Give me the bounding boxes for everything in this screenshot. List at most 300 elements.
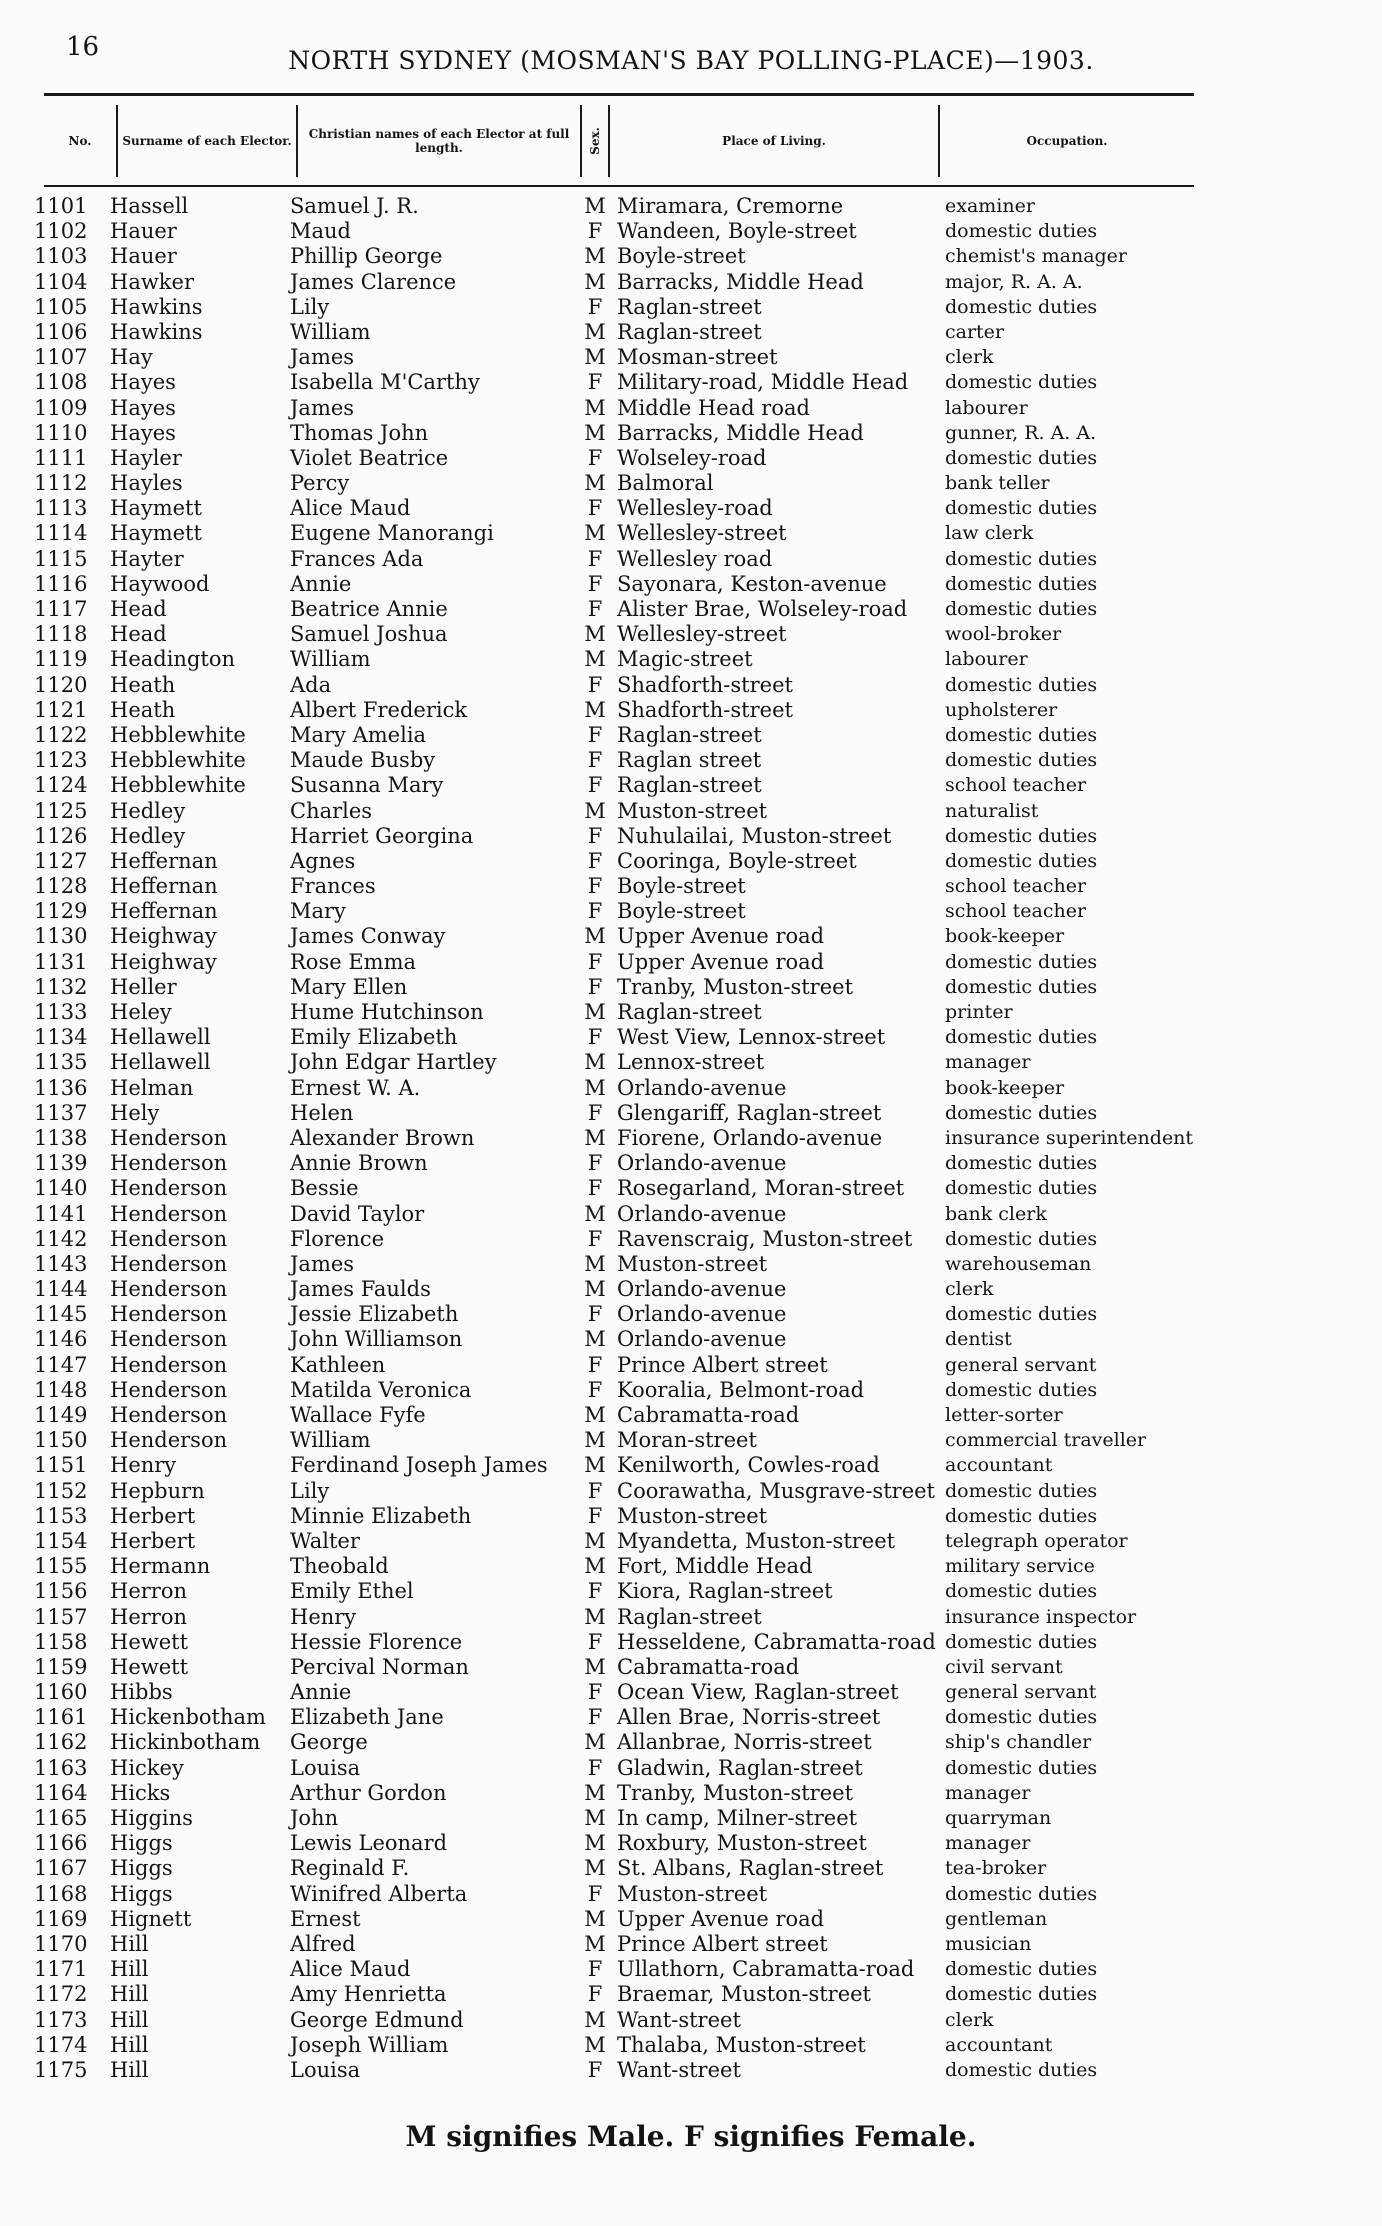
table-row [0,1554,1382,1579]
elector-sex: F [587,823,603,848]
elector-sex: M [584,1403,606,1427]
elector-surname: Hill [110,2007,149,2032]
elector-sex: F [587,949,603,974]
elector-place-of-living: Raglan-street [617,294,762,319]
table-row [0,874,1382,899]
table-row [0,1630,1382,1655]
elector-number: 1152 [34,1478,88,1503]
elector-christian-names: Beatrice Annie [290,597,448,621]
elector-christian-names: Wallace Fyfe [290,1403,426,1427]
elector-place-of-living: Shadforth-street [617,672,793,697]
header-sex-label: Sex. [588,127,603,155]
elector-number: 1172 [34,1982,88,2007]
table-row [0,295,1382,320]
elector-occupation: gentleman [945,1907,1048,1930]
elector-christian-names: Winifred Alberta [290,1881,468,1906]
elector-surname: Hedley [110,798,186,823]
elector-christian-names: Samuel Joshua [290,622,448,647]
elector-occupation: warehouseman [945,1252,1092,1275]
elector-christian-names: William [290,647,371,672]
table-row [0,723,1382,748]
elector-place-of-living: Boyle-street [617,874,746,899]
elector-surname: Henderson [110,1201,228,1226]
elector-sex: F [587,294,603,319]
elector-occupation: naturalist [945,799,1039,822]
elector-occupation: bank clerk [945,1202,1047,1225]
elector-occupation: gunner, R. A. A. [945,421,1097,444]
elector-occupation: tea-broker [945,1857,1047,1880]
elector-christian-names: John Edgar Hartley [290,1050,497,1075]
table-row [0,1403,1382,1428]
elector-sex: F [587,1503,603,1528]
elector-occupation: accountant [945,1454,1053,1477]
elector-christian-names: Phillip George [290,244,443,269]
elector-number: 1161 [34,1705,88,1730]
table-row [0,547,1382,572]
elector-place-of-living: Cabramatta-road [617,1654,800,1679]
elector-surname: Hassell [110,194,189,218]
table-row [0,496,1382,521]
elector-place-of-living: Raglan-street [617,773,762,798]
table-row [0,396,1382,421]
elector-sex: M [584,1277,606,1302]
elector-number: 1104 [34,269,88,294]
elector-sex: F [587,546,603,571]
elector-surname: Hayes [110,420,176,445]
elector-surname: Herbert [110,1503,196,1528]
table-row [0,1856,1382,1881]
elector-sex: M [584,1780,606,1805]
elector-number: 1155 [34,1554,88,1579]
elector-number: 1119 [34,647,88,672]
elector-occupation: domestic duties [945,1983,1098,2006]
table-row [0,950,1382,975]
elector-number: 1175 [34,2057,88,2082]
table-row [0,647,1382,672]
elector-surname: Head [110,622,167,647]
elector-occupation: general servant [945,1681,1097,1704]
elector-sex: F [587,974,603,999]
elector-occupation: domestic duties [945,1378,1098,1401]
elector-surname: Hebblewhite [110,748,246,773]
header-sex [580,105,608,177]
elector-number: 1124 [34,773,88,798]
elector-number: 1127 [34,848,88,873]
header-rule-top [44,93,1194,96]
elector-place-of-living: Tranby, Muston-street [617,1780,854,1805]
elector-number: 1174 [34,2032,88,2057]
elector-number: 1144 [34,1277,88,1302]
elector-surname: Hellawell [110,1050,211,1075]
elector-sex: F [587,2057,603,2082]
elector-number: 1169 [34,1906,88,1931]
elector-place-of-living: Allanbrae, Norris-street [617,1730,872,1755]
table-row [0,1176,1382,1201]
elector-number: 1163 [34,1755,88,1780]
table-row [0,320,1382,345]
elector-surname: Hill [110,2032,149,2057]
elector-place-of-living: Orlando-avenue [617,1302,787,1327]
elector-surname: Herron [110,1579,187,1604]
elector-christian-names: Lily [290,1478,330,1503]
elector-sex: F [587,874,603,899]
elector-number: 1107 [34,345,88,370]
elector-christian-names: Agnes [290,848,356,873]
table-row [0,1882,1382,1907]
elector-christian-names: Percival Norman [290,1654,469,1679]
elector-number: 1116 [34,571,88,596]
elector-surname: Henry [110,1453,177,1478]
elector-occupation: general servant [945,1353,1097,1376]
elector-place-of-living: Muston-street [617,1881,768,1906]
elector-surname: Heley [110,1000,172,1024]
elector-occupation: domestic duties [945,547,1098,570]
elector-sex: M [584,1604,606,1629]
elector-place-of-living: Nuhulailai, Muston-street [617,823,892,848]
elector-place-of-living: Barracks, Middle Head [617,420,864,445]
elector-occupation: domestic duties [945,1227,1098,1250]
elector-occupation: examiner [945,195,1035,217]
elector-christian-names: David Taylor [290,1201,425,1226]
table-row [0,975,1382,1000]
elector-sex: F [587,1881,603,1906]
elector-sex: F [587,1629,603,1654]
elector-place-of-living: Roxbury, Muston-street [617,1831,867,1856]
elector-sex: F [587,1176,603,1201]
elector-christian-names: Frances Ada [290,546,424,571]
elector-number: 1153 [34,1503,88,1528]
table-row [0,421,1382,446]
elector-number: 1132 [34,974,88,999]
elector-number: 1130 [34,924,88,949]
elector-place-of-living: Wellesley-street [617,521,787,546]
elector-occupation: musician [945,1932,1032,1955]
elector-number: 1151 [34,1453,88,1478]
elector-christian-names: Albert Frederick [290,697,468,722]
elector-occupation: domestic duties [945,220,1098,243]
table-row [0,1302,1382,1327]
elector-sex: M [584,1050,606,1075]
elector-sex: F [587,1100,603,1125]
elector-number: 1102 [34,219,88,244]
elector-sex: M [584,1554,606,1579]
elector-surname: Hebblewhite [110,722,246,747]
table-row [0,2058,1382,2083]
elector-place-of-living: Prince Albert street [617,1352,828,1377]
table-row [0,1050,1382,1075]
elector-sex: F [587,1680,603,1705]
elector-place-of-living: Kenilworth, Cowles-road [617,1453,880,1478]
elector-place-of-living: Cabramatta-road [617,1403,800,1427]
elector-surname: Hepburn [110,1478,205,1503]
table-row [0,1252,1382,1277]
elector-place-of-living: Rosegarland, Moran-street [617,1176,905,1201]
column-headers [44,105,1194,177]
elector-number: 1157 [34,1604,88,1629]
elector-christian-names: Joseph William [290,2032,449,2057]
table-row [0,1655,1382,1680]
table-row [0,1730,1382,1755]
elector-surname: Haywood [110,571,210,596]
table-row [0,1227,1382,1252]
elector-christian-names: Arthur Gordon [290,1780,447,1805]
elector-place-of-living: Lennox-street [617,1050,765,1075]
table-row [0,1000,1382,1025]
elector-sex: M [584,2007,606,2032]
elector-christian-names: Eugene Manorangi [290,521,494,546]
elector-place-of-living: Orlando-avenue [617,1277,787,1302]
elector-number: 1122 [34,722,88,747]
elector-sex: M [584,1075,606,1100]
elector-number: 1106 [34,319,88,344]
elector-surname: Henderson [110,1352,228,1377]
elector-number: 1111 [34,445,88,470]
elector-occupation: domestic duties [945,1026,1098,1049]
elector-surname: Hibbs [110,1680,173,1705]
elector-surname: Hebblewhite [110,773,246,798]
elector-christian-names: Alice Maud [290,1957,411,1982]
elector-place-of-living: Mosman-street [617,345,778,370]
elector-sex: M [584,1000,606,1024]
elector-place-of-living: Gladwin, Raglan-street [617,1755,863,1780]
table-row [0,1151,1382,1176]
elector-place-of-living: Magic-street [617,647,753,672]
elector-sex: F [587,899,603,924]
elector-christian-names: William [290,1428,371,1453]
elector-place-of-living: Fort, Middle Head [617,1554,813,1579]
elector-christian-names: Samuel J. R. [290,194,419,218]
elector-sex: M [584,1831,606,1856]
elector-christian-names: Mary [290,899,346,924]
table-row [0,194,1382,219]
elector-sex: F [587,1352,603,1377]
elector-sex: F [587,219,603,244]
elector-surname: Hauer [110,219,177,244]
elector-number: 1131 [34,949,88,974]
elector-place-of-living: Raglan-street [617,722,762,747]
table-row [0,1126,1382,1151]
elector-place-of-living: Middle Head road [617,395,810,420]
elector-sex: M [584,1856,606,1881]
header-christian-names: Christian names of each Elector at full length. [296,105,580,177]
elector-number: 1159 [34,1654,88,1679]
elector-occupation: domestic duties [945,497,1098,520]
elector-number: 1147 [34,1352,88,1377]
elector-christian-names: Bessie [290,1176,359,1201]
table-row [0,1957,1382,1982]
elector-sex: M [584,1806,606,1830]
elector-surname: Hill [110,1957,149,1982]
elector-christian-names: James Faulds [290,1277,431,1302]
elector-occupation: school teacher [945,774,1087,797]
elector-surname: Henderson [110,1125,228,1150]
elector-place-of-living: Muston-street [617,798,768,823]
table-row [0,1831,1382,1856]
elector-occupation: printer [945,1001,1013,1023]
elector-number: 1101 [34,194,88,218]
table-row [0,244,1382,269]
elector-place-of-living: Upper Avenue road [617,949,825,974]
elector-sex: M [584,1931,606,1956]
table-row [0,1756,1382,1781]
table-row [0,773,1382,798]
table-row [0,572,1382,597]
elector-occupation: domestic duties [945,1152,1098,1175]
elector-surname: Henderson [110,1403,228,1427]
table-row [0,1202,1382,1227]
elector-christian-names: Henry [290,1604,357,1629]
table-row [0,1907,1382,1932]
elector-occupation: domestic duties [945,2058,1098,2081]
elector-place-of-living: Hesseldene, Cabramatta-road [617,1629,936,1654]
elector-sex: F [587,496,603,521]
elector-occupation: insurance inspector [945,1605,1137,1628]
elector-number: 1168 [34,1881,88,1906]
elector-place-of-living: West View, Lennox-street [617,1025,886,1050]
elector-sex: M [584,269,606,294]
elector-place-of-living: Allen Brae, Norris-street [617,1705,881,1730]
elector-number: 1171 [34,1957,88,1982]
elector-place-of-living: Upper Avenue road [617,924,825,949]
elector-surname: Hayes [110,395,176,420]
elector-sex: M [584,395,606,420]
elector-christian-names: Mary Amelia [290,722,427,747]
elector-surname: Hayles [110,471,183,496]
table-row [0,1428,1382,1453]
elector-number: 1142 [34,1226,88,1251]
table-row [0,2008,1382,2033]
elector-christian-names: Emily Elizabeth [290,1025,458,1050]
elector-number: 1123 [34,748,88,773]
elector-christian-names: Violet Beatrice [290,445,449,470]
table-row [0,1781,1382,1806]
elector-number: 1138 [34,1125,88,1150]
elector-christian-names: Amy Henrietta [290,1982,447,2007]
elector-christian-names: Annie [290,1680,352,1705]
elector-place-of-living: Braemar, Muston-street [617,1982,871,2007]
elector-christian-names: James [290,1251,355,1276]
elector-number: 1150 [34,1428,88,1453]
elector-surname: Headington [110,647,235,672]
elector-number: 1114 [34,521,88,546]
elector-number: 1112 [34,471,88,496]
elector-occupation: domestic duties [945,1177,1098,1200]
elector-surname: Henderson [110,1277,228,1302]
elector-number: 1141 [34,1201,88,1226]
table-row [0,1529,1382,1554]
table-row [0,270,1382,295]
elector-occupation: bank teller [945,472,1050,495]
elector-surname: Heighway [110,924,217,949]
header-surname: Surname of each Elector. [116,105,296,177]
elector-surname: Hill [110,2057,149,2082]
elector-christian-names: James Clarence [290,269,457,294]
elector-occupation: domestic duties [945,572,1098,595]
elector-christian-names: Rose Emma [290,949,417,974]
elector-surname: Henderson [110,1327,228,1352]
elector-surname: Hewett [110,1654,189,1679]
elector-christian-names: Harriet Georgina [290,823,474,848]
elector-surname: Henderson [110,1428,228,1453]
elector-place-of-living: Fiorene, Orlando-avenue [617,1125,883,1150]
elector-occupation: domestic duties [945,446,1098,469]
table-row [0,521,1382,546]
elector-place-of-living: Orlando-avenue [617,1201,787,1226]
elector-christian-names: Isabella M'Carthy [290,370,480,395]
table-row [0,471,1382,496]
elector-sex: M [584,622,606,647]
elector-number: 1164 [34,1780,88,1805]
elector-number: 1145 [34,1302,88,1327]
elector-christian-names: Ada [290,672,332,697]
elector-number: 1170 [34,1931,88,1956]
elector-occupation: clerk [945,1278,994,1301]
elector-place-of-living: Upper Avenue road [617,1906,825,1931]
elector-surname: Hill [110,1931,149,1956]
table-row [0,1579,1382,1604]
elector-christian-names: Alice Maud [290,496,411,521]
elector-christian-names: Helen [290,1100,354,1125]
elector-place-of-living: Kiora, Raglan-street [617,1579,833,1604]
elector-sex: F [587,370,603,395]
elector-christian-names: George [290,1730,368,1755]
elector-number: 1165 [34,1806,88,1830]
elector-occupation: domestic duties [945,1756,1098,1779]
elector-christian-names: James [290,345,355,370]
elector-surname: Hicks [110,1780,171,1805]
elector-sex: M [584,420,606,445]
elector-christian-names: Annie [290,571,352,596]
elector-sex: F [587,1982,603,2007]
elector-surname: Hickinbotham [110,1730,261,1755]
elector-surname: Hickenbotham [110,1705,266,1730]
elector-sex: F [587,1226,603,1251]
elector-occupation: clerk [945,2008,994,2031]
elector-number: 1110 [34,420,88,445]
elector-occupation: domestic duties [945,1101,1098,1124]
elector-number: 1136 [34,1075,88,1100]
elector-sex: F [587,1302,603,1327]
elector-sex: M [584,1528,606,1553]
table-row [0,698,1382,723]
elector-surname: Hely [110,1100,160,1125]
elector-place-of-living: Orlando-avenue [617,1151,787,1176]
elector-number: 1148 [34,1377,88,1402]
elector-occupation: accountant [945,2033,1053,2056]
table-row [0,1932,1382,1957]
elector-occupation: major, R. A. A. [945,270,1083,293]
elector-place-of-living: Glengariff, Raglan-street [617,1100,882,1125]
elector-number: 1125 [34,798,88,823]
elector-christian-names: Alexander Brown [290,1125,475,1150]
table-row [0,1705,1382,1730]
table-row [0,622,1382,647]
elector-occupation: manager [945,1832,1031,1855]
table-row [0,597,1382,622]
elector-place-of-living: Sayonara, Keston-avenue [617,571,887,596]
elector-occupation: insurance superintendent [945,1126,1194,1149]
elector-place-of-living: Boyle-street [617,899,746,924]
elector-surname: Henderson [110,1176,228,1201]
page-number: 16 [66,32,100,62]
table-row [0,673,1382,698]
elector-christian-names: Susanna Mary [290,773,444,798]
elector-surname: Hignett [110,1906,192,1931]
elector-christian-names: Lily [290,294,330,319]
elector-place-of-living: Miramara, Cremorne [617,194,844,218]
elector-occupation: domestic duties [945,1303,1098,1326]
elector-number: 1115 [34,546,88,571]
